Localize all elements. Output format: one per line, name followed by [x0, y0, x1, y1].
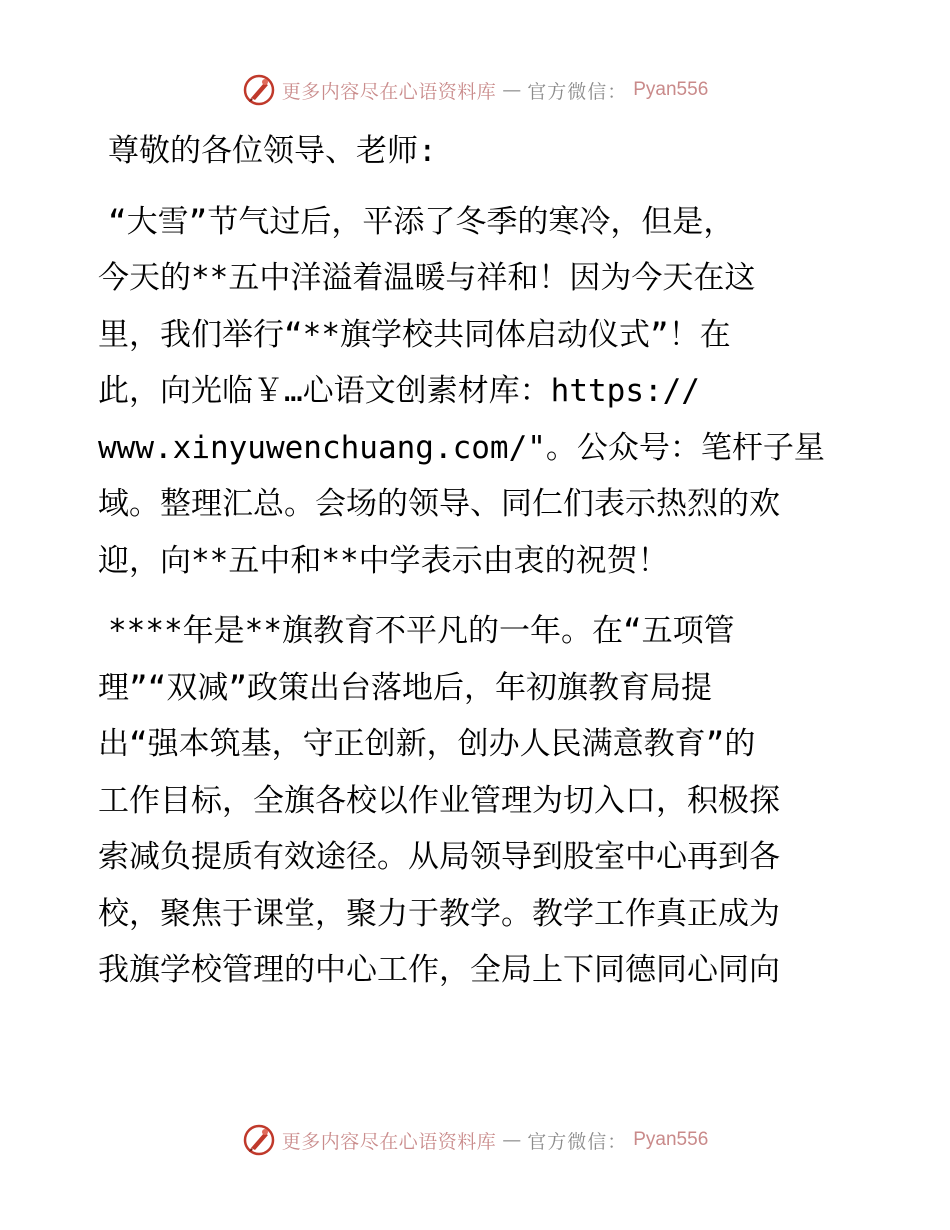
- paragraph-line: “大雪”节气过后，平添了冬季的寒冷，但是，: [108, 203, 735, 240]
- paragraph-1: [98, 194, 858, 590]
- watermark-official-text: 官方微信：: [527, 80, 628, 103]
- paragraph-2: [98, 603, 858, 999]
- paragraph-line: 里，我们举行“**旗学校共同体启动仪式”！在: [98, 316, 731, 353]
- paragraph-line: 出“强本筑基，守正创新，创办人民满意教育”的: [98, 726, 756, 762]
- paragraph-gap: [98, 589, 858, 603]
- watermark-dash: —: [502, 1129, 522, 1151]
- paragraph-line: 迎，向**五中和**中学表示由衷的祝贺！: [98, 542, 669, 579]
- footer-watermark: [0, 1120, 950, 1160]
- watermark-wechat-id: Pyan556: [633, 79, 709, 100]
- paragraph-line: 工作目标，全旗各校以作业管理为切入口，积极探: [98, 782, 780, 819]
- paragraph-line: 理”“双减”政策出台落地后，年初旗教育局提: [98, 669, 712, 706]
- paragraph-line: www.xinyuwenchuang.com/"。公众号：笔杆子星: [98, 429, 825, 466]
- quill-pen-logo-icon: [242, 73, 276, 107]
- paragraph-line: 域。整理汇总。会场的领导、同仁们表示热烈的欢: [98, 486, 780, 522]
- watermark-official-text: 官方微信：: [527, 1130, 628, 1153]
- greeting: 尊敬的各位领导、老师:: [108, 133, 437, 169]
- paragraph-line: 此，向光临￥…心语文创素材库：https://: [98, 373, 700, 409]
- paragraph-line: ****年是**旗教育不平凡的一年。在“五项管: [108, 613, 735, 649]
- watermark-dash: —: [502, 79, 522, 101]
- quill-pen-logo-icon: [242, 1123, 276, 1157]
- paragraph-line: 索减负提质有效途径。从局领导到股室中心再到各: [98, 839, 780, 875]
- watermark-wechat-id: Pyan556: [633, 1129, 709, 1150]
- watermark-site-text: 更多内容尽在心语资料库: [281, 1130, 497, 1153]
- document-body: [98, 123, 858, 999]
- paragraph-line: 校，聚焦于课堂，聚力于教学。教学工作真正成为: [98, 895, 780, 932]
- paragraph-line: 今天的**五中洋溢着温暖与祥和！因为今天在这: [98, 260, 756, 296]
- paragraph-gap: [98, 180, 858, 194]
- watermark-site-text: 更多内容尽在心语资料库: [281, 80, 497, 103]
- header-watermark: [0, 70, 950, 110]
- paragraph-line: 我旗学校管理的中心工作，全局上下同德同心同向: [98, 952, 780, 988]
